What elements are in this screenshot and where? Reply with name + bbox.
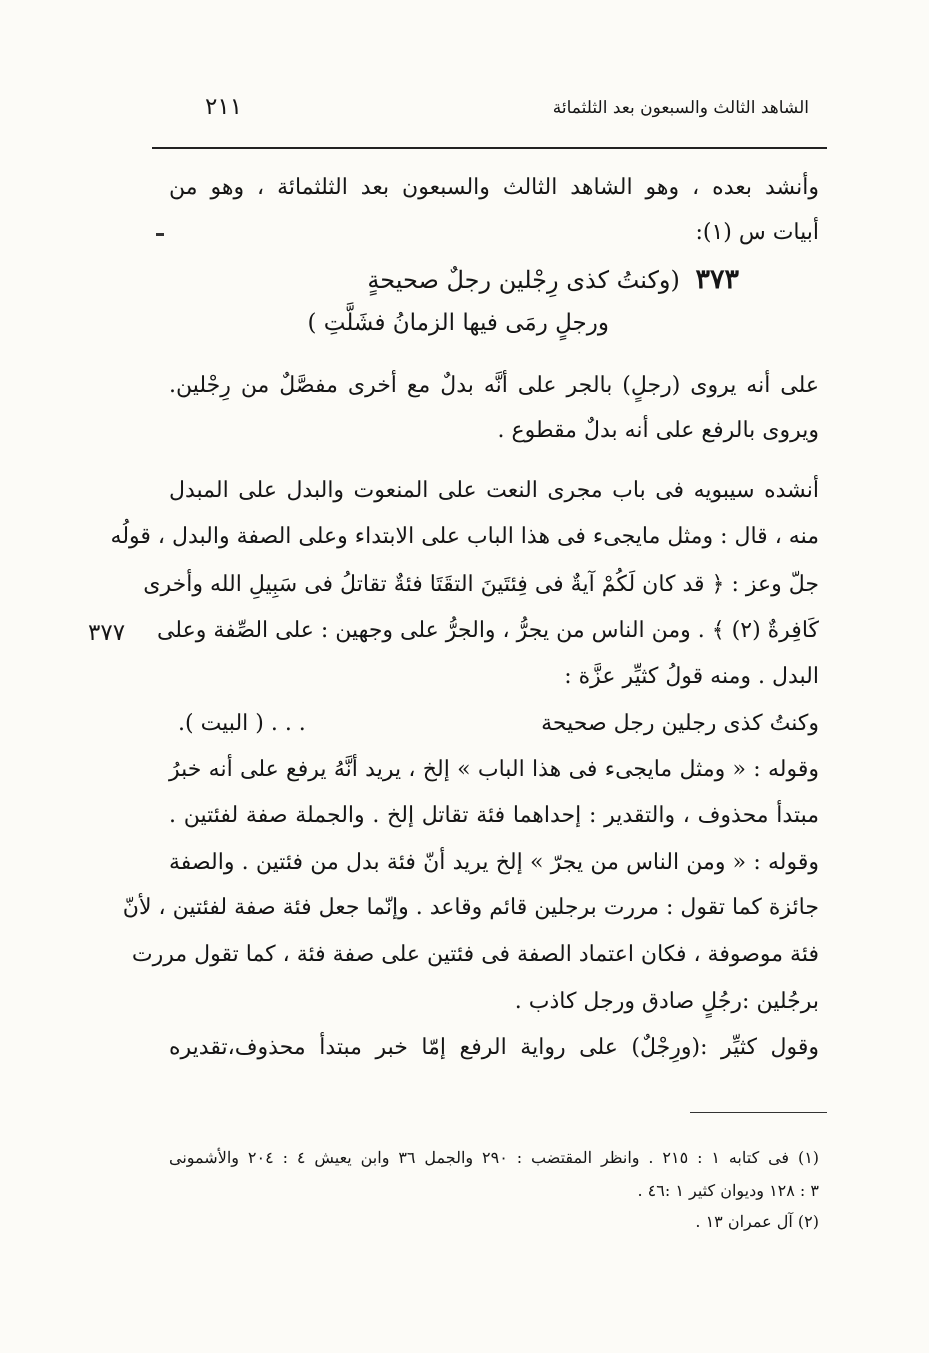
paragraph4-line-4: برجُلين :رجُلٍ صادق ورجل كاذب . (514, 989, 819, 1014)
paragraph3-line-1: وقوله : « ومثل مايجىء فى هذا الباب » إلخ ، يريد أنَّهُ يرفع على أنه خبرُ (169, 757, 819, 782)
paragraph4-line-2: جائزة كما تقول : مررت برجلين قائم وقاعد . وإنّما جعل فئة صفة لفئتين ، لأنّ (122, 895, 819, 920)
intro-line-2: أبيات س (١): (695, 220, 819, 245)
margin-reference-number: ٣٧٧ (88, 620, 126, 646)
verse-number: ٣٧٣ (695, 264, 739, 295)
footnote-2: (٢) آل عمران ١٣ . (695, 1212, 819, 1231)
footnote-rule (690, 1112, 827, 1113)
quoted-verse-text: وكنتُ كذى رجلين رجل صحيحة (541, 711, 819, 736)
paragraph2-line-4: كَافِرةٌ (٢) ﴾ . ومن الناس من يجرُّ ، والجرُّ على وجهين : على الصِّفة وعلى (156, 618, 819, 643)
verse-first-hemistich (367, 264, 739, 295)
quoted-verse-ellipsis: . . . ( البيت ). (178, 711, 306, 736)
paragraph4-line-1: وقوله : « ومن الناس من يجرّ » إلخ يريد أنّ فئة بدل من فئتين . والصفة (169, 850, 819, 875)
paragraph2-line-2: منه ، قال : ومثل مايجىء فى هذا الباب على الابتداء وعلى الصفة والبدل ، قولُه (110, 524, 819, 549)
paragraph5-line-1: وقول كثيِّر :(ورِجْلٌ) على رواية الرفع إمّا خبر مبتدأ محذوف،تقديره (169, 1035, 819, 1060)
page-number: ٢١١ (205, 94, 243, 120)
stray-print-mark (156, 233, 164, 236)
header-rule (152, 147, 827, 149)
paragraph2-line-3: جلّ وعز : ﴿ قد كان لَكُمْ آيةٌ فى فِئتَينَ التقَتَا فئةٌ تقاتلُ فى سَبِيلِ الله وأخرى (143, 572, 819, 597)
running-header-title: الشاهد الثالث والسبعون بعد الثلثمائة (552, 98, 809, 118)
verse-hemistich-1: (وكنتُ كذى رِجْلين رجلٌ صحيحةٍ (367, 266, 680, 294)
paragraph2-line-1: أنشده سيبويه فى باب مجرى النعت على المنعوت والبدل على المبدل (169, 478, 819, 503)
paragraph1-line-2: ويروى بالرفع على أنه بدلٌ مقطوع . (497, 418, 819, 443)
paragraph2-line-5: البدل . ومنه قولُ كثيِّر عزَّة : (564, 664, 819, 689)
intro-line-1: وأنشد بعده ، وهو الشاهد الثالث والسبعون بعد الثلثمائة ، وهو من (169, 175, 819, 200)
paragraph3-line-2: مبتدأ محذوف ، والتقدير : إحداهما فئة تقاتل إلخ . والجملة صفة لفئتين . (169, 803, 819, 828)
paragraph4-line-3: فئة موصوفة ، فكان اعتماد الصفة فى فئتين على صفة فئة ، كما تقول مررت (131, 942, 819, 967)
footnote-1-line-2: ٣ : ١٢٨ وديوان كثير ١ :٤٦ . (637, 1181, 819, 1200)
verse-hemistich-2: ورجلٍ رمَى فيها الزمانُ فشَلَّتِ ) (307, 310, 609, 336)
paragraph1-line-1: على أنه يروى (رجلٍ) بالجر على أنَّه بدلٌ مع أخرى مفصَّلٌ من رِجْلين. (169, 373, 819, 398)
footnote-1-line-1: (١) فى كتابه ١ : ٢١٥ . وانظر المقتضب : ٢٩٠ والجمل ٣٦ وابن يعيش ٤ : ٢٠٤ والأشمونى (169, 1148, 820, 1167)
